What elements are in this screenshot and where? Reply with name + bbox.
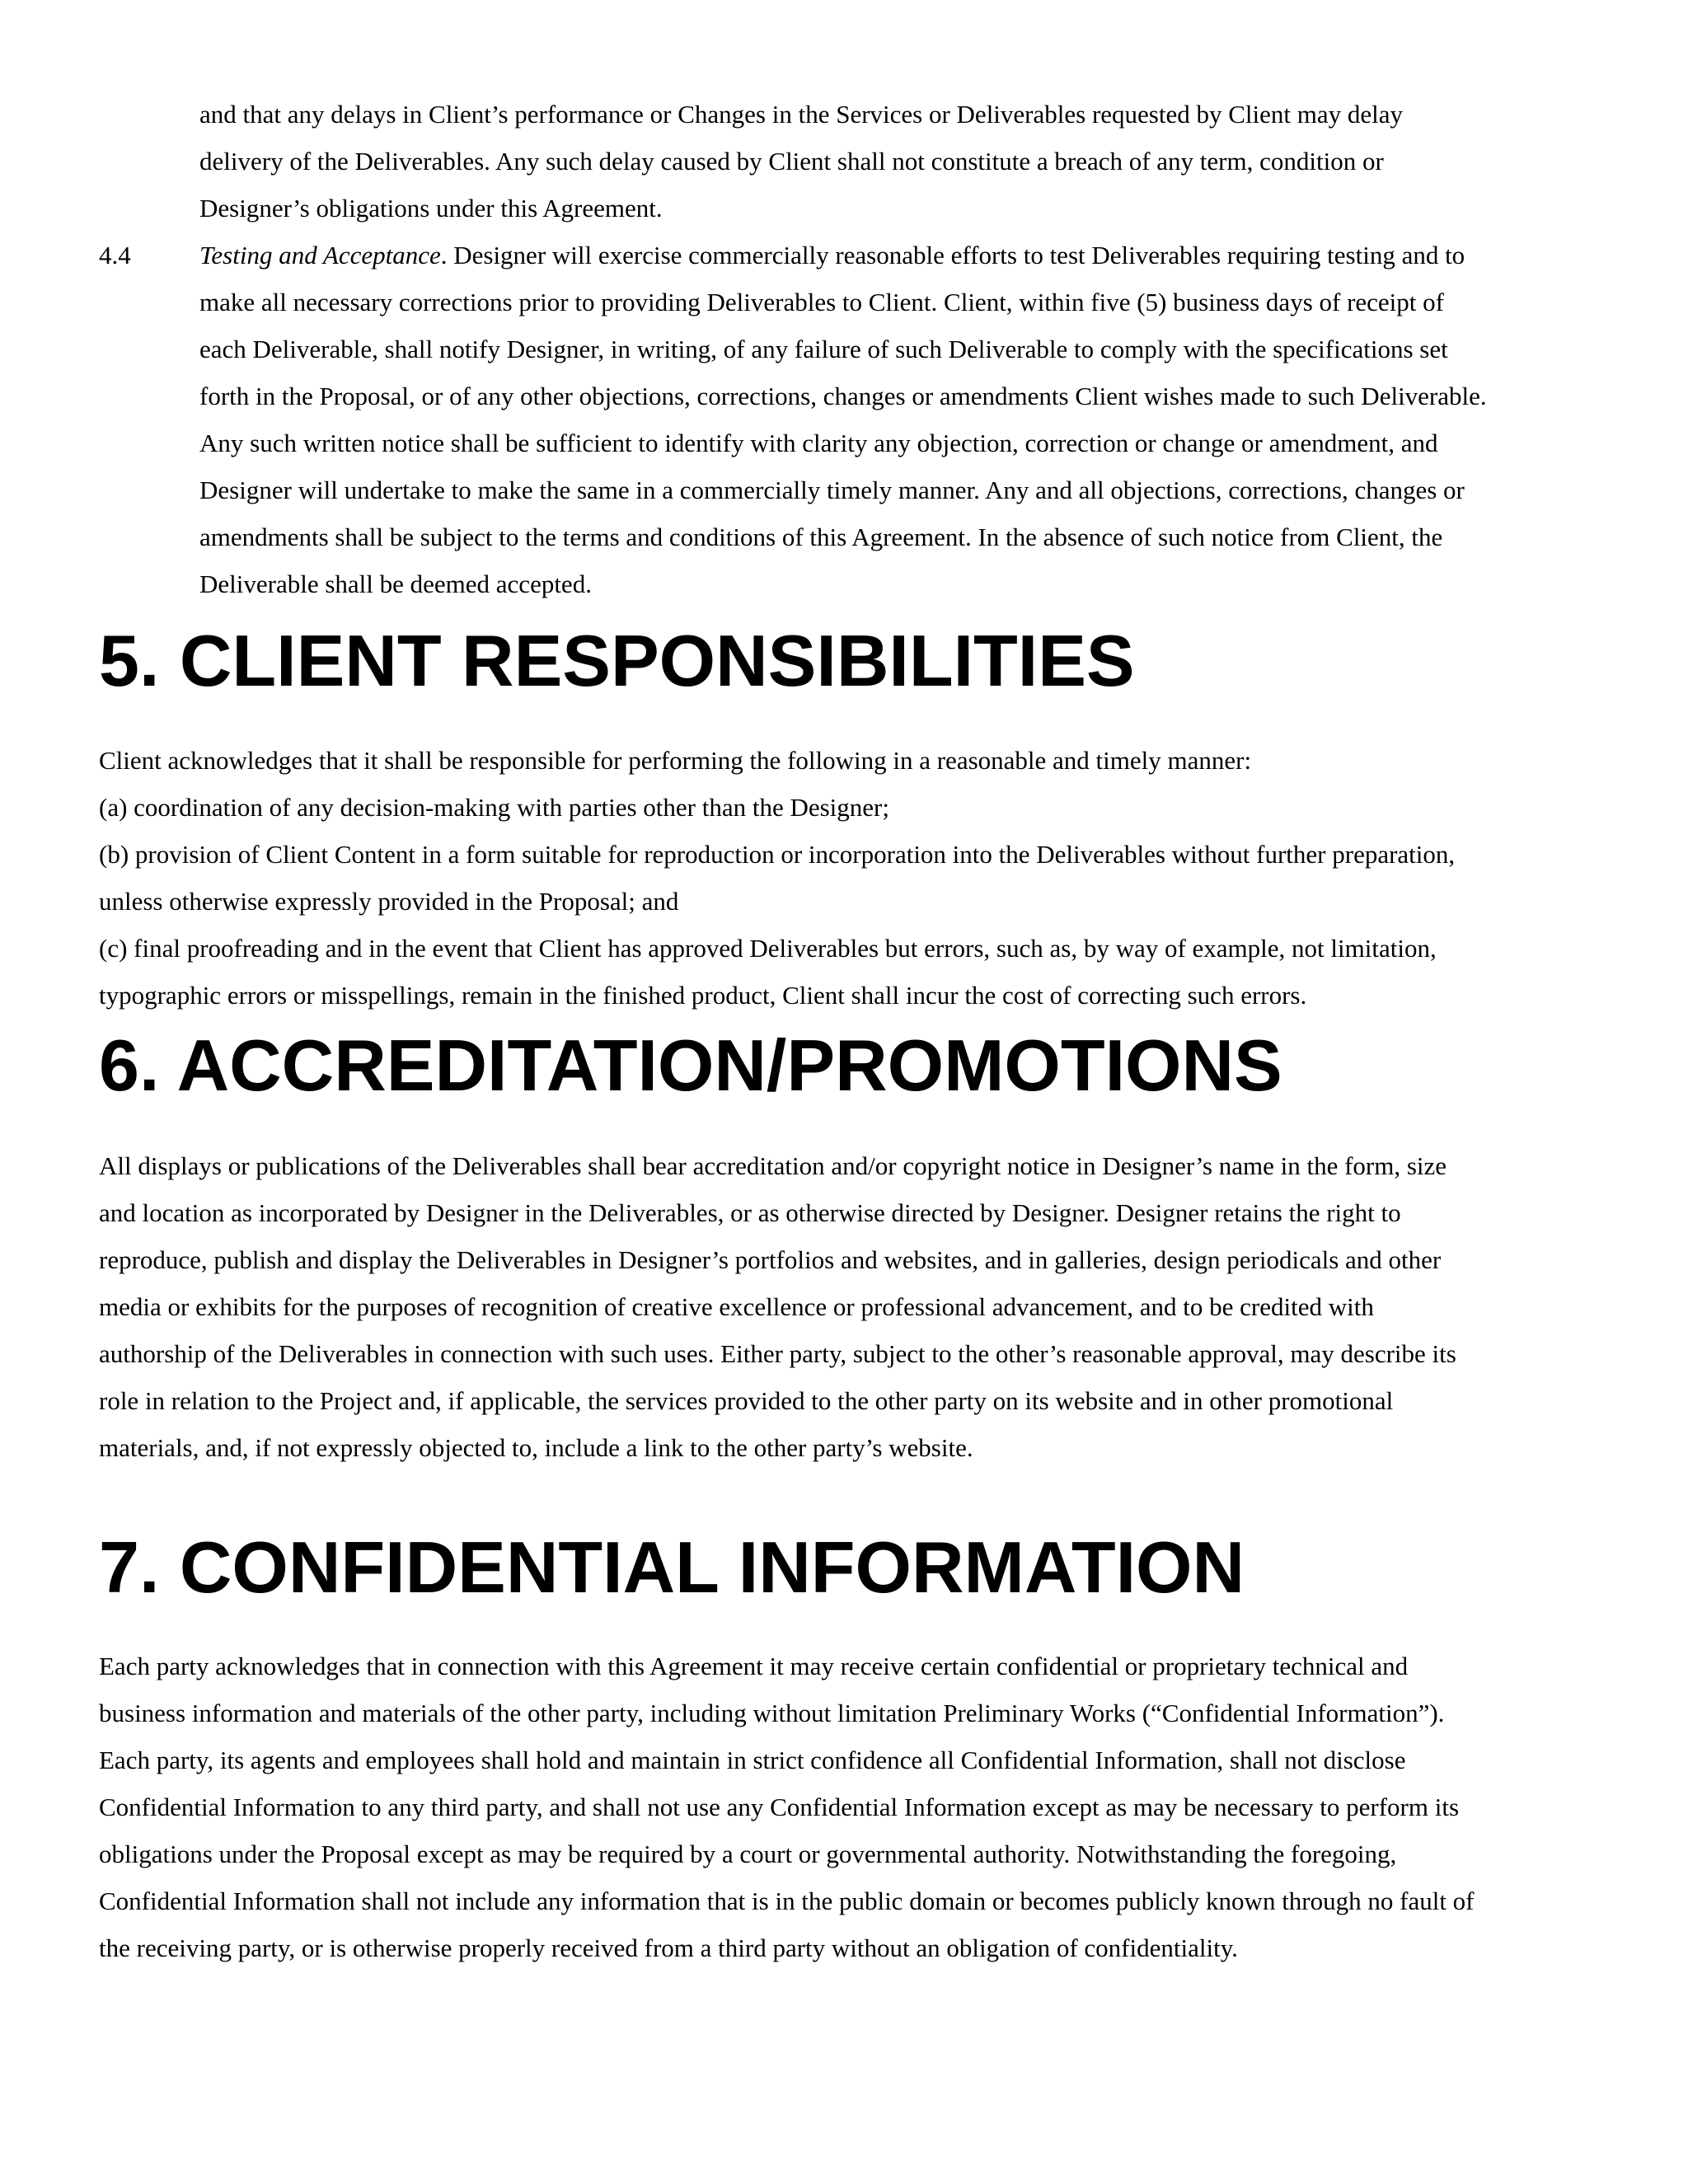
clause-line: each Deliverable, shall notify Designer, in writing, of any failure of such Deliverable to comply with the specifications set xyxy=(199,335,1448,363)
section-6-line: media or exhibits for the purposes of recognition of creative excellence or professional advancement, and to be credited with xyxy=(99,1292,1374,1321)
section-5-line: unless otherwise expressly provided in the Proposal; and xyxy=(99,887,679,916)
section-5-line: (a) coordination of any decision-making with parties other than the Designer; xyxy=(99,793,889,822)
clause-number: 4.4 xyxy=(99,241,131,269)
section-6-line: materials, and, if not expressly objected to, include a link to the other party’s website. xyxy=(99,1433,973,1462)
clause-title: Testing and Acceptance xyxy=(199,241,441,269)
continuation-line: Designer’s obligations under this Agreement. xyxy=(199,194,663,223)
section-7-line: obligations under the Proposal except as may be required by a court or governmental authority. Notwithstanding the foregoing, xyxy=(99,1840,1397,1868)
section-7-line: Each party, its agents and employees shall hold and maintain in strict confidence all Confidential Information, shall not disclose xyxy=(99,1746,1406,1774)
section-7-line: Confidential Information to any third party, and shall not use any Confidential Information except as may be necessary to perform its xyxy=(99,1793,1460,1821)
section-5-heading: 5. CLIENT RESPONSIBILITIES xyxy=(99,620,1135,701)
section-6-line: and location as incorporated by Designer in the Deliverables, or as otherwise directed by Designer. Designer retains the right to xyxy=(99,1198,1401,1227)
section-6-line: All displays or publications of the Deliverables shall bear accreditation and/or copyright notice in Designer’s name in the form, size xyxy=(99,1151,1447,1180)
section-7-body xyxy=(99,1643,1582,1971)
section-6-line: reproduce, publish and display the Deliverables in Designer’s portfolios and websites, and in galleries, design periodicals and other xyxy=(99,1245,1442,1274)
section-7-line: Confidential Information shall not include any information that is in the public domain or becomes publicly known through no fault of xyxy=(99,1886,1475,1915)
section-5-line: typographic errors or misspellings, remain in the finished product, Client shall incur the cost of correcting such errors. xyxy=(99,981,1307,1010)
clause-line: Designer will undertake to make the same in a commercially timely manner. Any and all objections, corrections, changes or xyxy=(199,476,1465,504)
section-6-body xyxy=(99,1142,1582,1471)
section-5-line: (b) provision of Client Content in a form suitable for reproduction or incorporation into the Deliverables without further preparation, xyxy=(99,840,1456,869)
clause-body xyxy=(199,232,1617,607)
clause-line: forth in the Proposal, or of any other objections, corrections, changes or amendments Client wishes made to such Deliverable. xyxy=(199,382,1487,410)
clause-first-line-text: . Designer will exercise commercially reasonable efforts to test Deliverables requiring testing and to xyxy=(440,241,1465,269)
continuation-line: delivery of the Deliverables. Any such delay caused by Client shall not constitute a breach of any term, condition or xyxy=(199,147,1384,176)
section-6-line: authorship of the Deliverables in connection with such uses. Either party, subject to the other’s reasonable approval, may describe its xyxy=(99,1339,1456,1368)
section-6-heading: 6. ACCREDITATION/PROMOTIONS xyxy=(99,1024,1282,1106)
clause-line: Any such written notice shall be sufficient to identify with clarity any objection, correction or change or amendment, and xyxy=(199,429,1438,457)
continuation-line: and that any delays in Client’s performance or Changes in the Services or Deliverables requested by Client may delay xyxy=(199,100,1403,129)
section-5-line: Client acknowledges that it shall be responsible for performing the following in a reasonable and timely manner: xyxy=(99,746,1252,775)
continuation-paragraph xyxy=(199,91,1617,232)
clause-first-line xyxy=(199,232,1617,279)
clause-line: Deliverable shall be deemed accepted. xyxy=(199,569,592,598)
clause-line: make all necessary corrections prior to providing Deliverables to Client. Client, within five (5) business days of receipt of xyxy=(199,288,1444,316)
section-7-line: Each party acknowledges that in connection with this Agreement it may receive certain confidential or proprietary technical and xyxy=(99,1652,1409,1680)
clause-line: amendments shall be subject to the terms and conditions of this Agreement. In the absence of such notice from Client, the xyxy=(199,523,1443,551)
section-5-body xyxy=(99,737,1582,1019)
section-6-line: role in relation to the Project and, if applicable, the services provided to the other party on its website and in other promotional xyxy=(99,1386,1394,1415)
section-7-line: the receiving party, or is otherwise properly received from a third party without an obligation of confidentiality. xyxy=(99,1933,1238,1962)
section-5-line: (c) final proofreading and in the event that Client has approved Deliverables but errors, such as, by way of example, not limitation, xyxy=(99,934,1437,963)
section-7-line: business information and materials of the other party, including without limitation Preliminary Works (“Confidential Information”). xyxy=(99,1699,1445,1727)
section-7-heading: 7. CONFIDENTIAL INFORMATION xyxy=(99,1526,1245,1608)
